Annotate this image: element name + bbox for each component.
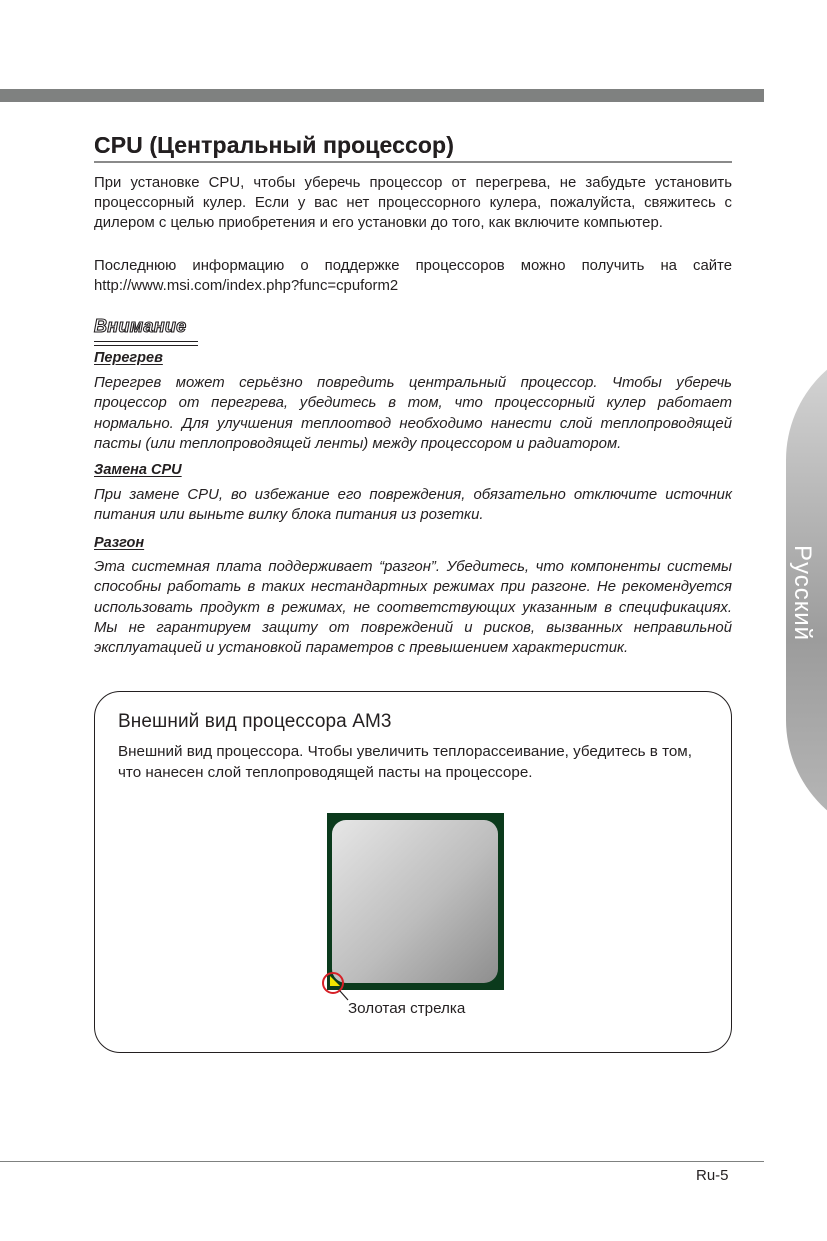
overclock-heading: Разгон xyxy=(94,535,145,551)
support-info-paragraph: Последнюю информацию о поддержке процессоров можно получить на сайте http://www.msi.com/index.php?func=cpuform2 xyxy=(94,258,732,294)
overheat-heading: Перегрев xyxy=(94,350,163,366)
footer-rule xyxy=(0,1161,764,1162)
title-underline xyxy=(94,161,732,163)
cpu-replace-text: При замене CPU, во избежание его повреждения, обязательно отключите источник питания или выньте вилку блока питания из розетки. xyxy=(94,487,732,524)
notice-underline xyxy=(94,341,198,342)
language-tab-label: Русский xyxy=(789,545,816,642)
intro-paragraph: При установке CPU, чтобы уберечь процессор от перегрева, не забудьте установить процессорный кулер. Если у вас нет процессорного кулера, пожалуйста, свяжитесь с дилером с целью приобретения и его установки до того, как включите компьютер. xyxy=(94,175,732,231)
gold-arrow-caption: Золотая стрелка xyxy=(348,1000,466,1017)
am3-box-text: Внешний вид процессора. Чтобы увеличить теплорассеивание, убедитесь в том, что нанесен слой теплопроводящей пасты на процессоре. xyxy=(118,743,692,781)
overclock-text: Эта системная плата поддерживает “разгон”. Убедитесь, что компоненты системы способны работать в таких нестандартных режимах при разгоне. Не рекомендуется использовать продукт в режимах, не соответствующих указанным в спецификациях. Мы не гарантируем защиту от повреждений и рисков, вызванных неправильной эксплуатацией и установкой параметров с превышением характеристик. xyxy=(94,559,732,657)
am3-box-title: Внешний вид процессора AM3 xyxy=(118,711,392,732)
notice-underline-2 xyxy=(94,345,198,346)
header-bar xyxy=(0,89,764,102)
notice-heading: Внимание xyxy=(94,316,187,336)
cpu-replace-heading: Замена CPU xyxy=(94,462,182,478)
page-number: Ru-5 xyxy=(696,1167,729,1184)
overheat-text: Перегрев может серьёзно повредить центральный процессор. Чтобы уберечь процессор от перегрева, убедитесь в том, что процессорный кулер работает нормально. Для улучшения теплоотвод необходимо нанести слой теплопроводящей пасты (или теплопроводящей ленты) между процессором и радиатором. xyxy=(94,375,732,452)
section-title: CPU (Центральный процессор) xyxy=(94,132,454,158)
